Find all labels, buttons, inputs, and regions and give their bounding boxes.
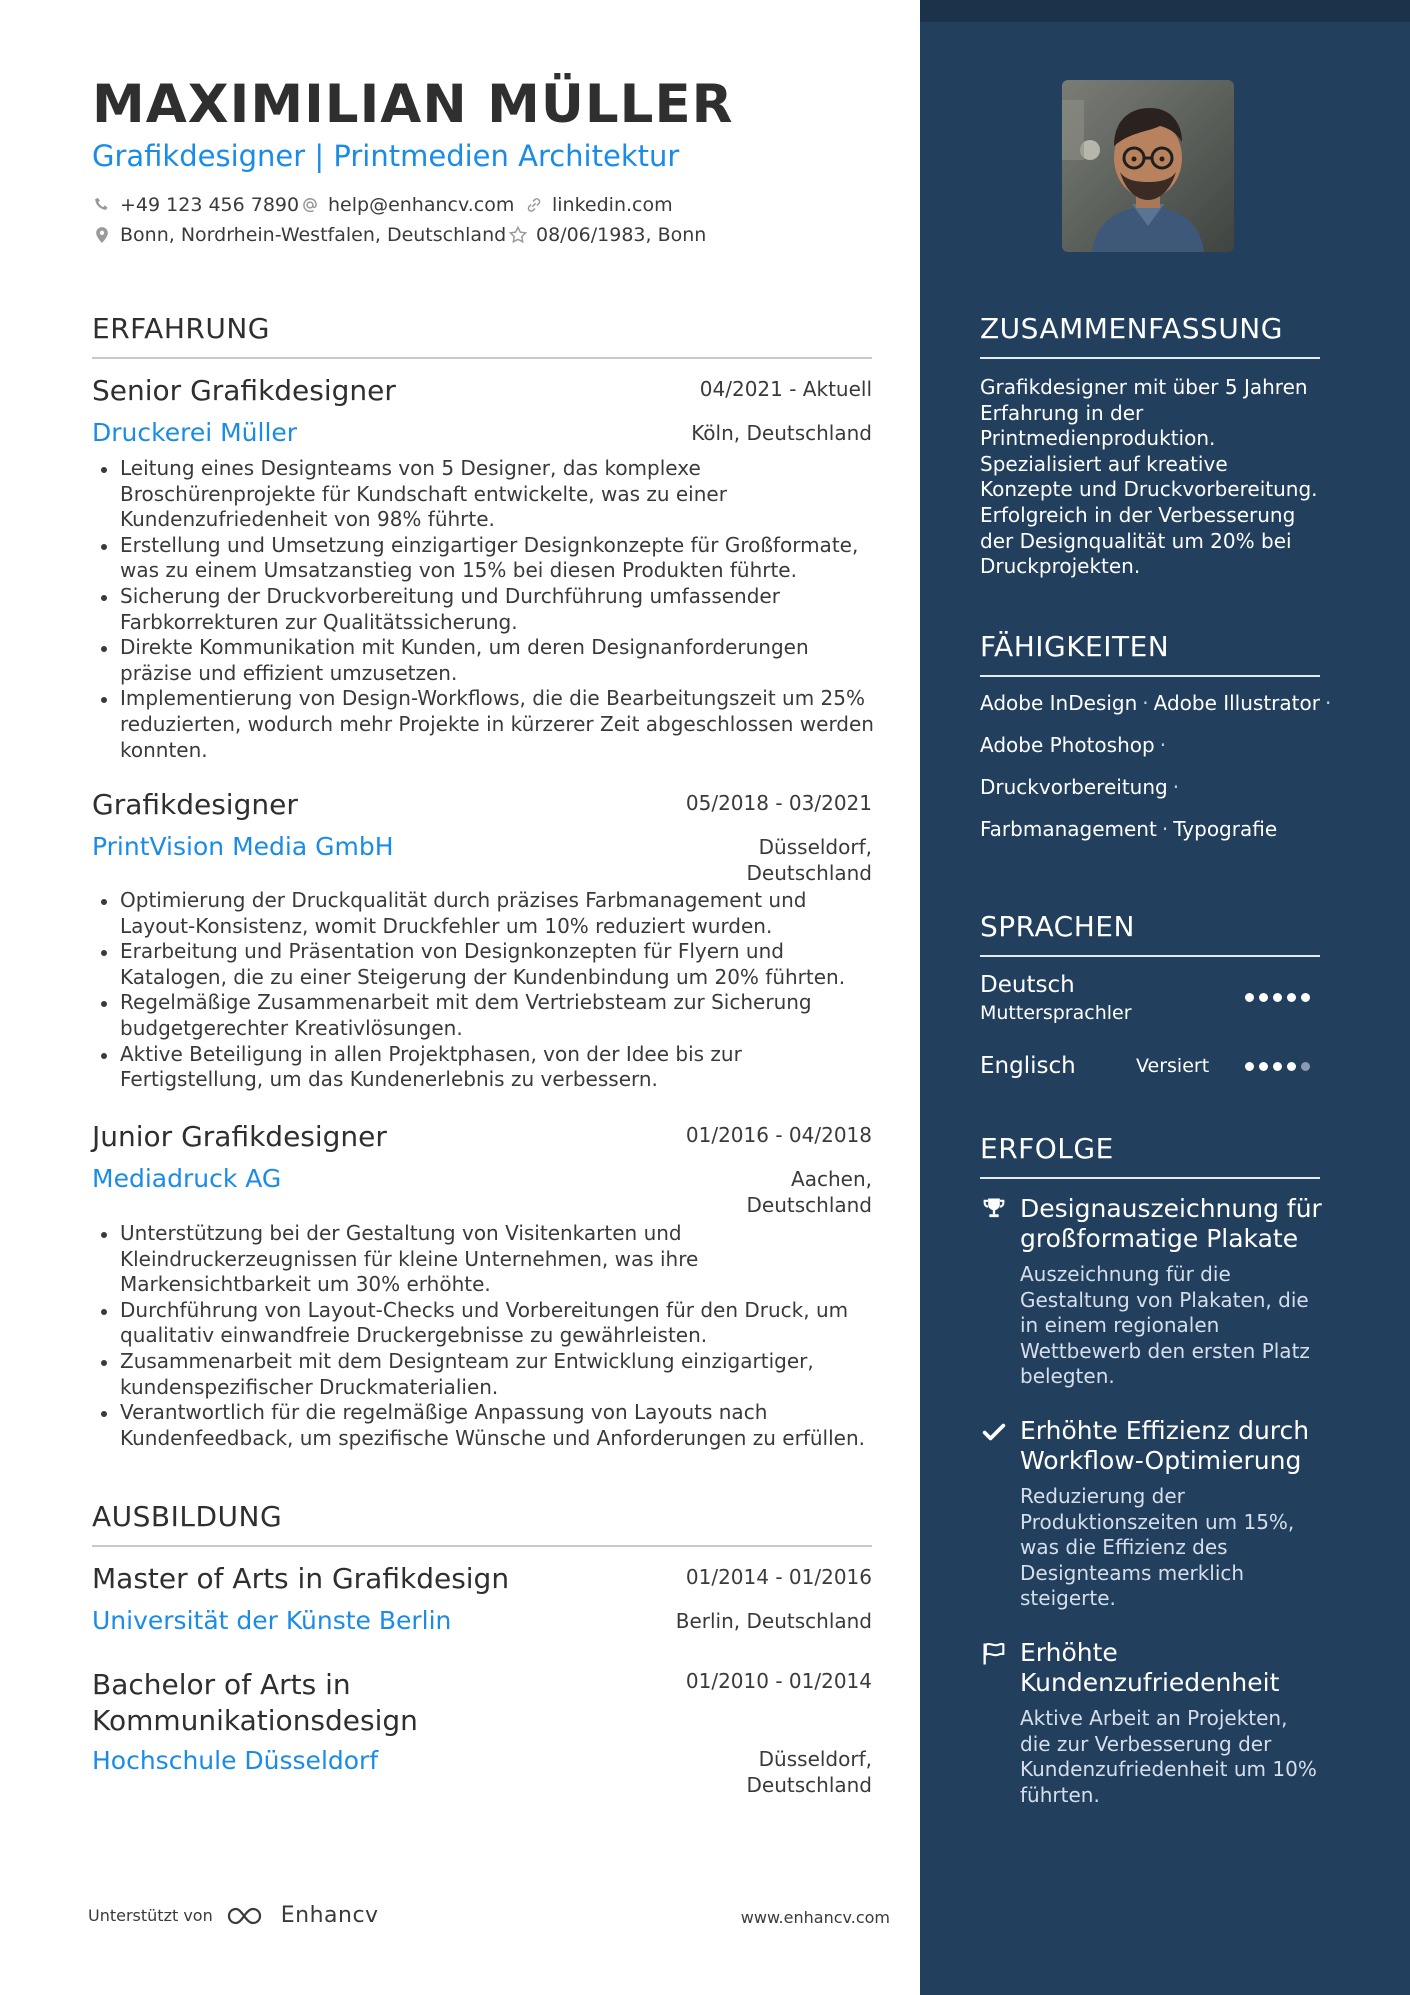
achievement-title: Erhöhte Effizienz durch Workflow-Optimierung: [1020, 1416, 1310, 1475]
degree-title-line: Kommunikationsdesign: [92, 1704, 418, 1737]
degree-date: 01/2014 - 01/2016: [685, 1565, 872, 1589]
candidate-name: MAXIMILIAN MÜLLER: [92, 74, 734, 135]
rating-dot: [1245, 1062, 1254, 1071]
rating-dot: [1301, 1062, 1310, 1071]
bullet-item: Zusammenarbeit mit dem Designteam zur Entwicklung einzigartiger, kundenspezifischer Druckmaterialien.: [92, 1349, 882, 1400]
contact-phone[interactable]: [92, 194, 299, 216]
degree-date: 01/2010 - 01/2014: [685, 1669, 872, 1693]
job-location: [747, 1166, 873, 1218]
skills-heading: FÄHIGKEITEN: [980, 630, 1170, 663]
skill-tag: Typografie: [1173, 817, 1278, 841]
languages-divider: [980, 955, 1320, 957]
experience-heading: ERFAHRUNG: [92, 312, 270, 345]
achievement-description: Aktive Arbeit an Projekten, die zur Verbesserung der Kundenzufriedenheit um 10% führten.: [1020, 1706, 1317, 1807]
skill-tag: Adobe Illustrator: [1153, 691, 1320, 715]
bullet-item: Direkte Kommunikation mit Kunden, um deren Designanforderungen präzise und effizient umzusetzen.: [92, 635, 882, 686]
bullet-item: Leitung eines Designteams von 5 Designer, das komplexe Broschürenprojekte für Kundschaft entwickelte, was zu einer Kundenzufriedenheit von 98% führte.: [92, 456, 882, 533]
candidate-title: Grafikdesigner | Printmedien Architektur: [92, 139, 680, 173]
summary-heading: ZUSAMMENFASSUNG: [980, 312, 1283, 345]
bullet-item: Durchführung von Layout-Checks und Vorbereitungen für den Druck, um qualitativ einwandfreie Druckergebnisse zu gewährleisten.: [92, 1298, 882, 1349]
skill-tag: Adobe Photoshop: [980, 733, 1155, 757]
rating-dot: [1287, 1062, 1296, 1071]
achievements-heading: ERFOLGE: [980, 1132, 1114, 1165]
job-bullets: [92, 888, 882, 1093]
bullet-item: Unterstützung bei der Gestaltung von Visitenkarten und Kleindruckerzeugnissen für kleine Unternehmen, was ihre Markensichtbarkeit um 30% erhöhte.: [92, 1221, 882, 1298]
phone-text: +49 123 456 7890: [120, 194, 300, 216]
skill-separator: ·: [1172, 775, 1180, 799]
achievements-divider: [980, 1177, 1320, 1179]
profile-photo: [1062, 80, 1234, 252]
job-location-line: Deutschland: [746, 861, 872, 885]
trophy-icon: [980, 1195, 1008, 1223]
achievement-description: Reduzierung der Produktionszeiten um 15%, was die Effizienz des Designteams merklich steigerte.: [1020, 1484, 1295, 1611]
summary-divider: [980, 357, 1320, 359]
degree-title: Master of Arts in Grafikdesign: [92, 1562, 510, 1595]
at-icon: [300, 195, 320, 215]
bullet-item: Implementierung von Design-Workflows, die die Bearbeitungszeit um 25% reduzierten, wodurch mehr Projekte in kürzerer Zeit abgeschlossen werden konnten.: [92, 686, 882, 763]
job-title: Grafikdesigner: [92, 788, 298, 821]
contact-location: [92, 224, 506, 246]
skill-separator: ·: [1142, 691, 1149, 715]
bullet-item: Sicherung der Druckvorbereitung und Durchführung umfassender Farbkorrekturen zur Qualitätssicherung.: [92, 584, 882, 635]
linkedin-text: linkedin.com: [552, 194, 673, 216]
language-name: Deutsch: [980, 972, 1075, 998]
school-name[interactable]: Hochschule Düsseldorf: [92, 1746, 379, 1775]
school-location: [747, 1746, 873, 1798]
contact-linkedin[interactable]: [524, 194, 673, 216]
language-rating: [1240, 1062, 1310, 1071]
skill-tag: Adobe InDesign: [980, 691, 1138, 715]
skills-divider: [980, 675, 1320, 677]
rating-dot: [1273, 1062, 1282, 1071]
job-date: 01/2016 - 04/2018: [685, 1123, 872, 1147]
education-divider: [92, 1545, 872, 1547]
rating-dot: [1301, 993, 1310, 1002]
achievement-description: Auszeichnung für die Gestaltung von Plakaten, die in einem regionalen Wettbewerb den ersten Platz belegten.: [1020, 1262, 1310, 1389]
bullet-item: Regelmäßige Zusammenarbeit mit dem Vertriebsteam zur Sicherung budgetgerechter Kreativlösungen.: [92, 990, 882, 1041]
skill-separator: ·: [1161, 817, 1169, 841]
school-location-line: Deutschland: [746, 1773, 872, 1797]
skill-separator: ·: [1324, 691, 1332, 715]
education-heading: AUSBILDUNG: [92, 1500, 283, 1533]
achievement-title: Designauszeichnung für großformatige Plakate: [1020, 1194, 1322, 1253]
skill-separator: ·: [1159, 733, 1167, 757]
job-bullets: [92, 456, 882, 763]
skills-row: [980, 682, 1350, 724]
contact-birth: [508, 224, 706, 246]
contact-email[interactable]: [300, 194, 514, 216]
job-date: 04/2021 - Aktuell: [699, 377, 872, 401]
summary-text: Grafikdesigner mit über 5 Jahren Erfahrung in der Printmedienproduktion. Spezialisiert auf kreative Konzepte und Druckvorbereitung. Erfolgreich in der Verbesserung der Designqualität um 20% bei Druckprojekten.: [980, 375, 1318, 579]
degree-title-line: Bachelor of Arts in: [92, 1668, 351, 1701]
language-rating: [1240, 993, 1310, 1002]
language-level: Versiert: [1136, 1055, 1210, 1077]
school-name[interactable]: Universität der Künste Berlin: [92, 1606, 452, 1635]
job-location: Köln, Deutschland: [691, 421, 872, 445]
degree-title: [92, 1667, 418, 1739]
location-text: Bonn, Nordrhein-Westfalen, Deutschland: [120, 224, 507, 246]
bullet-item: Verantwortlich für die regelmäßige Anpassung von Layouts nach Kundenfeedback, um spezifische Wünsche und Anforderungen zu erfüllen.: [92, 1400, 882, 1451]
language-level: Muttersprachler: [980, 1002, 1132, 1024]
job-bullets: [92, 1221, 882, 1451]
school-location-line: Düsseldorf,: [758, 1747, 872, 1771]
skills-row: [980, 766, 1350, 808]
rating-dot: [1273, 993, 1282, 1002]
footer-url[interactable]: www.enhancv.com: [740, 1908, 890, 1927]
enhancv-logo-icon: [225, 1904, 271, 1928]
bullet-item: Erstellung und Umsetzung einzigartiger Designkonzepte für Großformate, was zu einem Umsatzanstieg von 15% bei diesen Produkten führte.: [92, 533, 882, 584]
sidebar-top-bar: [920, 0, 1410, 22]
flag-icon: [980, 1640, 1008, 1668]
job-title: Senior Grafikdesigner: [92, 374, 396, 407]
bullet-item: Aktive Beteiligung in allen Projektphasen, von der Idee bis zur Fertigstellung, um das Kundenerlebnis zu verbessern.: [92, 1042, 882, 1093]
powered-by-text: Unterstützt von: [88, 1906, 213, 1925]
job-location-line: Deutschland: [746, 1193, 872, 1217]
job-date: 05/2018 - 03/2021: [685, 791, 872, 815]
star-icon: [508, 225, 528, 245]
bullet-item: Erarbeitung und Präsentation von Designkonzepten für Flyern und Katalogen, die zu einer Steigerung der Kundenbindung um 20% führten.: [92, 939, 882, 990]
skills-row: [980, 808, 1350, 850]
job-location: [747, 834, 873, 886]
birth-text: 08/06/1983, Bonn: [536, 224, 707, 246]
job-title: Junior Grafikdesigner: [92, 1120, 387, 1153]
skills-row: [980, 724, 1350, 766]
location-pin-icon: [92, 225, 112, 245]
profile-photo-image: [1062, 80, 1234, 252]
job-location-line: Düsseldorf,: [758, 835, 872, 859]
phone-icon: [92, 195, 112, 215]
rating-dot: [1287, 993, 1296, 1002]
languages-heading: SPRACHEN: [980, 910, 1135, 943]
check-icon: [980, 1418, 1008, 1446]
job-location-line: Aachen,: [791, 1167, 872, 1191]
job-company[interactable]: Druckerei Müller: [92, 418, 298, 447]
rating-dot: [1259, 1062, 1268, 1071]
job-company[interactable]: Mediadruck AG: [92, 1164, 282, 1193]
school-location: Berlin, Deutschland: [675, 1609, 872, 1633]
email-text: help@enhancv.com: [328, 194, 515, 216]
rating-dot: [1259, 993, 1268, 1002]
sidebar: [920, 0, 1410, 1995]
footer-powered-by: [88, 1903, 379, 1928]
experience-divider: [92, 357, 872, 359]
achievement-title: Erhöhte Kundenzufriedenheit: [1020, 1638, 1280, 1697]
bullet-item: Optimierung der Druckqualität durch präzises Farbmanagement und Layout-Konsistenz, womit Druckfehler um 10% reduziert wurden.: [92, 888, 882, 939]
job-company[interactable]: PrintVision Media GmbH: [92, 832, 394, 861]
footer-brand[interactable]: Enhancv: [280, 1903, 379, 1928]
rating-dot: [1245, 993, 1254, 1002]
link-icon: [524, 195, 544, 215]
skill-tag: Druckvorbereitung: [980, 775, 1168, 799]
skills-list: [980, 682, 1350, 850]
skill-tag: Farbmanagement: [980, 817, 1157, 841]
language-name: Englisch: [980, 1053, 1076, 1079]
